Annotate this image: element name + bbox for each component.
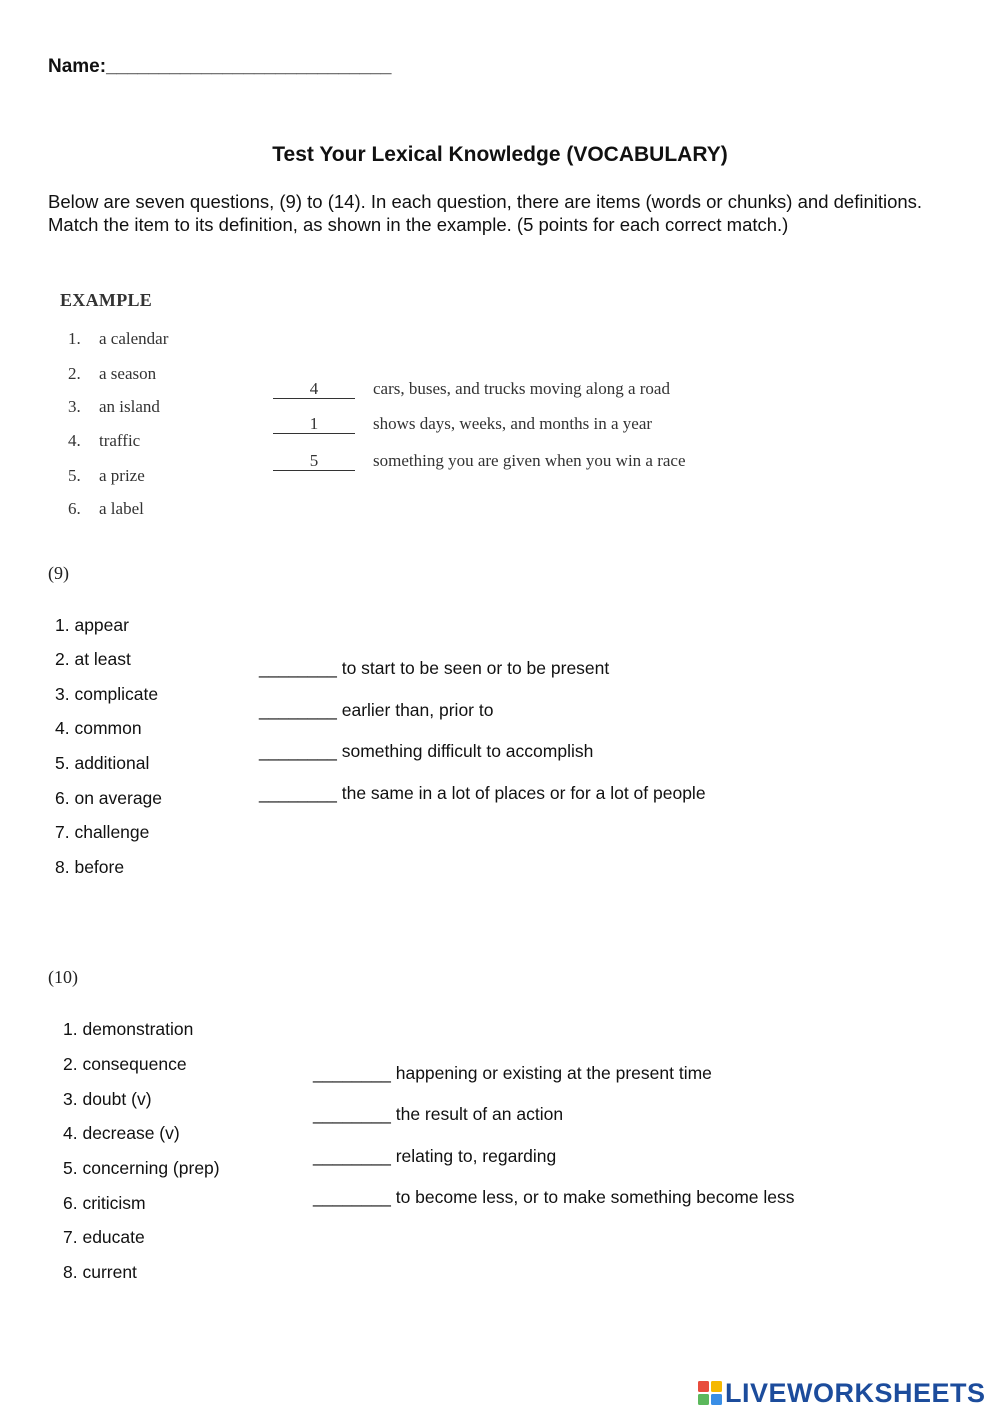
example-item: 6. a label [68,499,144,518]
q10-definition[interactable]: ________ to become less, or to make something become less [313,1187,795,1207]
example-item: 3. an island [68,397,160,416]
question-10-label: (10) [48,967,78,987]
q9-item: 6. on average [55,788,163,808]
liveworksheets-logo [697,1378,986,1408]
q9-item: 2. at least [55,649,131,669]
q9-item: 3. complicate [55,684,159,704]
q9-definition[interactable]: ________ to start to be seen or to be present [259,658,610,678]
example-item: 2. a season [68,364,157,383]
q9-definition[interactable]: ________ earlier than, prior to [259,700,494,720]
example-answer: 1 [273,415,355,434]
example-item: 4. traffic [68,431,141,450]
question-9-label: (9) [48,563,69,583]
q10-item: 3. doubt (v) [63,1089,152,1109]
q10-item: 5. concerning (prep) [63,1158,220,1178]
q9-item: 8. before [55,857,125,877]
q9-item: 4. common [55,718,142,738]
example-definition: 1 shows days, weeks, and months in a year [273,414,652,434]
q10-item: 2. consequence [63,1054,187,1074]
q10-item: 7. educate [63,1227,145,1247]
instructions: Below are seven questions, (9) to (14). In each question, there are items (words or chunks) and definitions. Match the item to its definition, as shown in the example. (5 points for each correct match.) [48,191,923,235]
q9-item: 5. additional [55,753,150,773]
example-definition: 4 cars, buses, and trucks moving along a road [273,379,670,399]
q10-item: 8. current [63,1262,137,1282]
name-field-label: Name:___________________________ [48,56,392,77]
q10-definition[interactable]: ________ the result of an action [313,1104,564,1124]
example-answer: 4 [273,380,355,399]
q9-item: 1. appear [55,615,129,635]
q9-item: 7. challenge [55,822,150,842]
q9-definition[interactable]: ________ something difficult to accomplish [259,741,594,761]
q10-definition[interactable]: ________ relating to, regarding [313,1146,557,1166]
liveworksheets-icon [697,1380,723,1406]
example-definition: 5 something you are given when you win a race [273,451,686,471]
example-heading: EXAMPLE [60,290,153,310]
example-answer: 5 [273,452,355,471]
logo-text: LIVEWORKSHEETS [725,1377,986,1408]
q10-item: 6. criticism [63,1193,146,1213]
example-item: 5. a prize [68,466,145,485]
page-title: Test Your Lexical Knowledge (VOCABULARY) [272,143,728,166]
q10-item: 1. demonstration [63,1019,194,1039]
q9-definition[interactable]: ________ the same in a lot of places or for a lot of people [259,783,706,803]
example-item: 1. a calendar [68,329,169,348]
q10-item: 4. decrease (v) [63,1123,180,1143]
q10-definition[interactable]: ________ happening or existing at the present time [313,1063,712,1083]
